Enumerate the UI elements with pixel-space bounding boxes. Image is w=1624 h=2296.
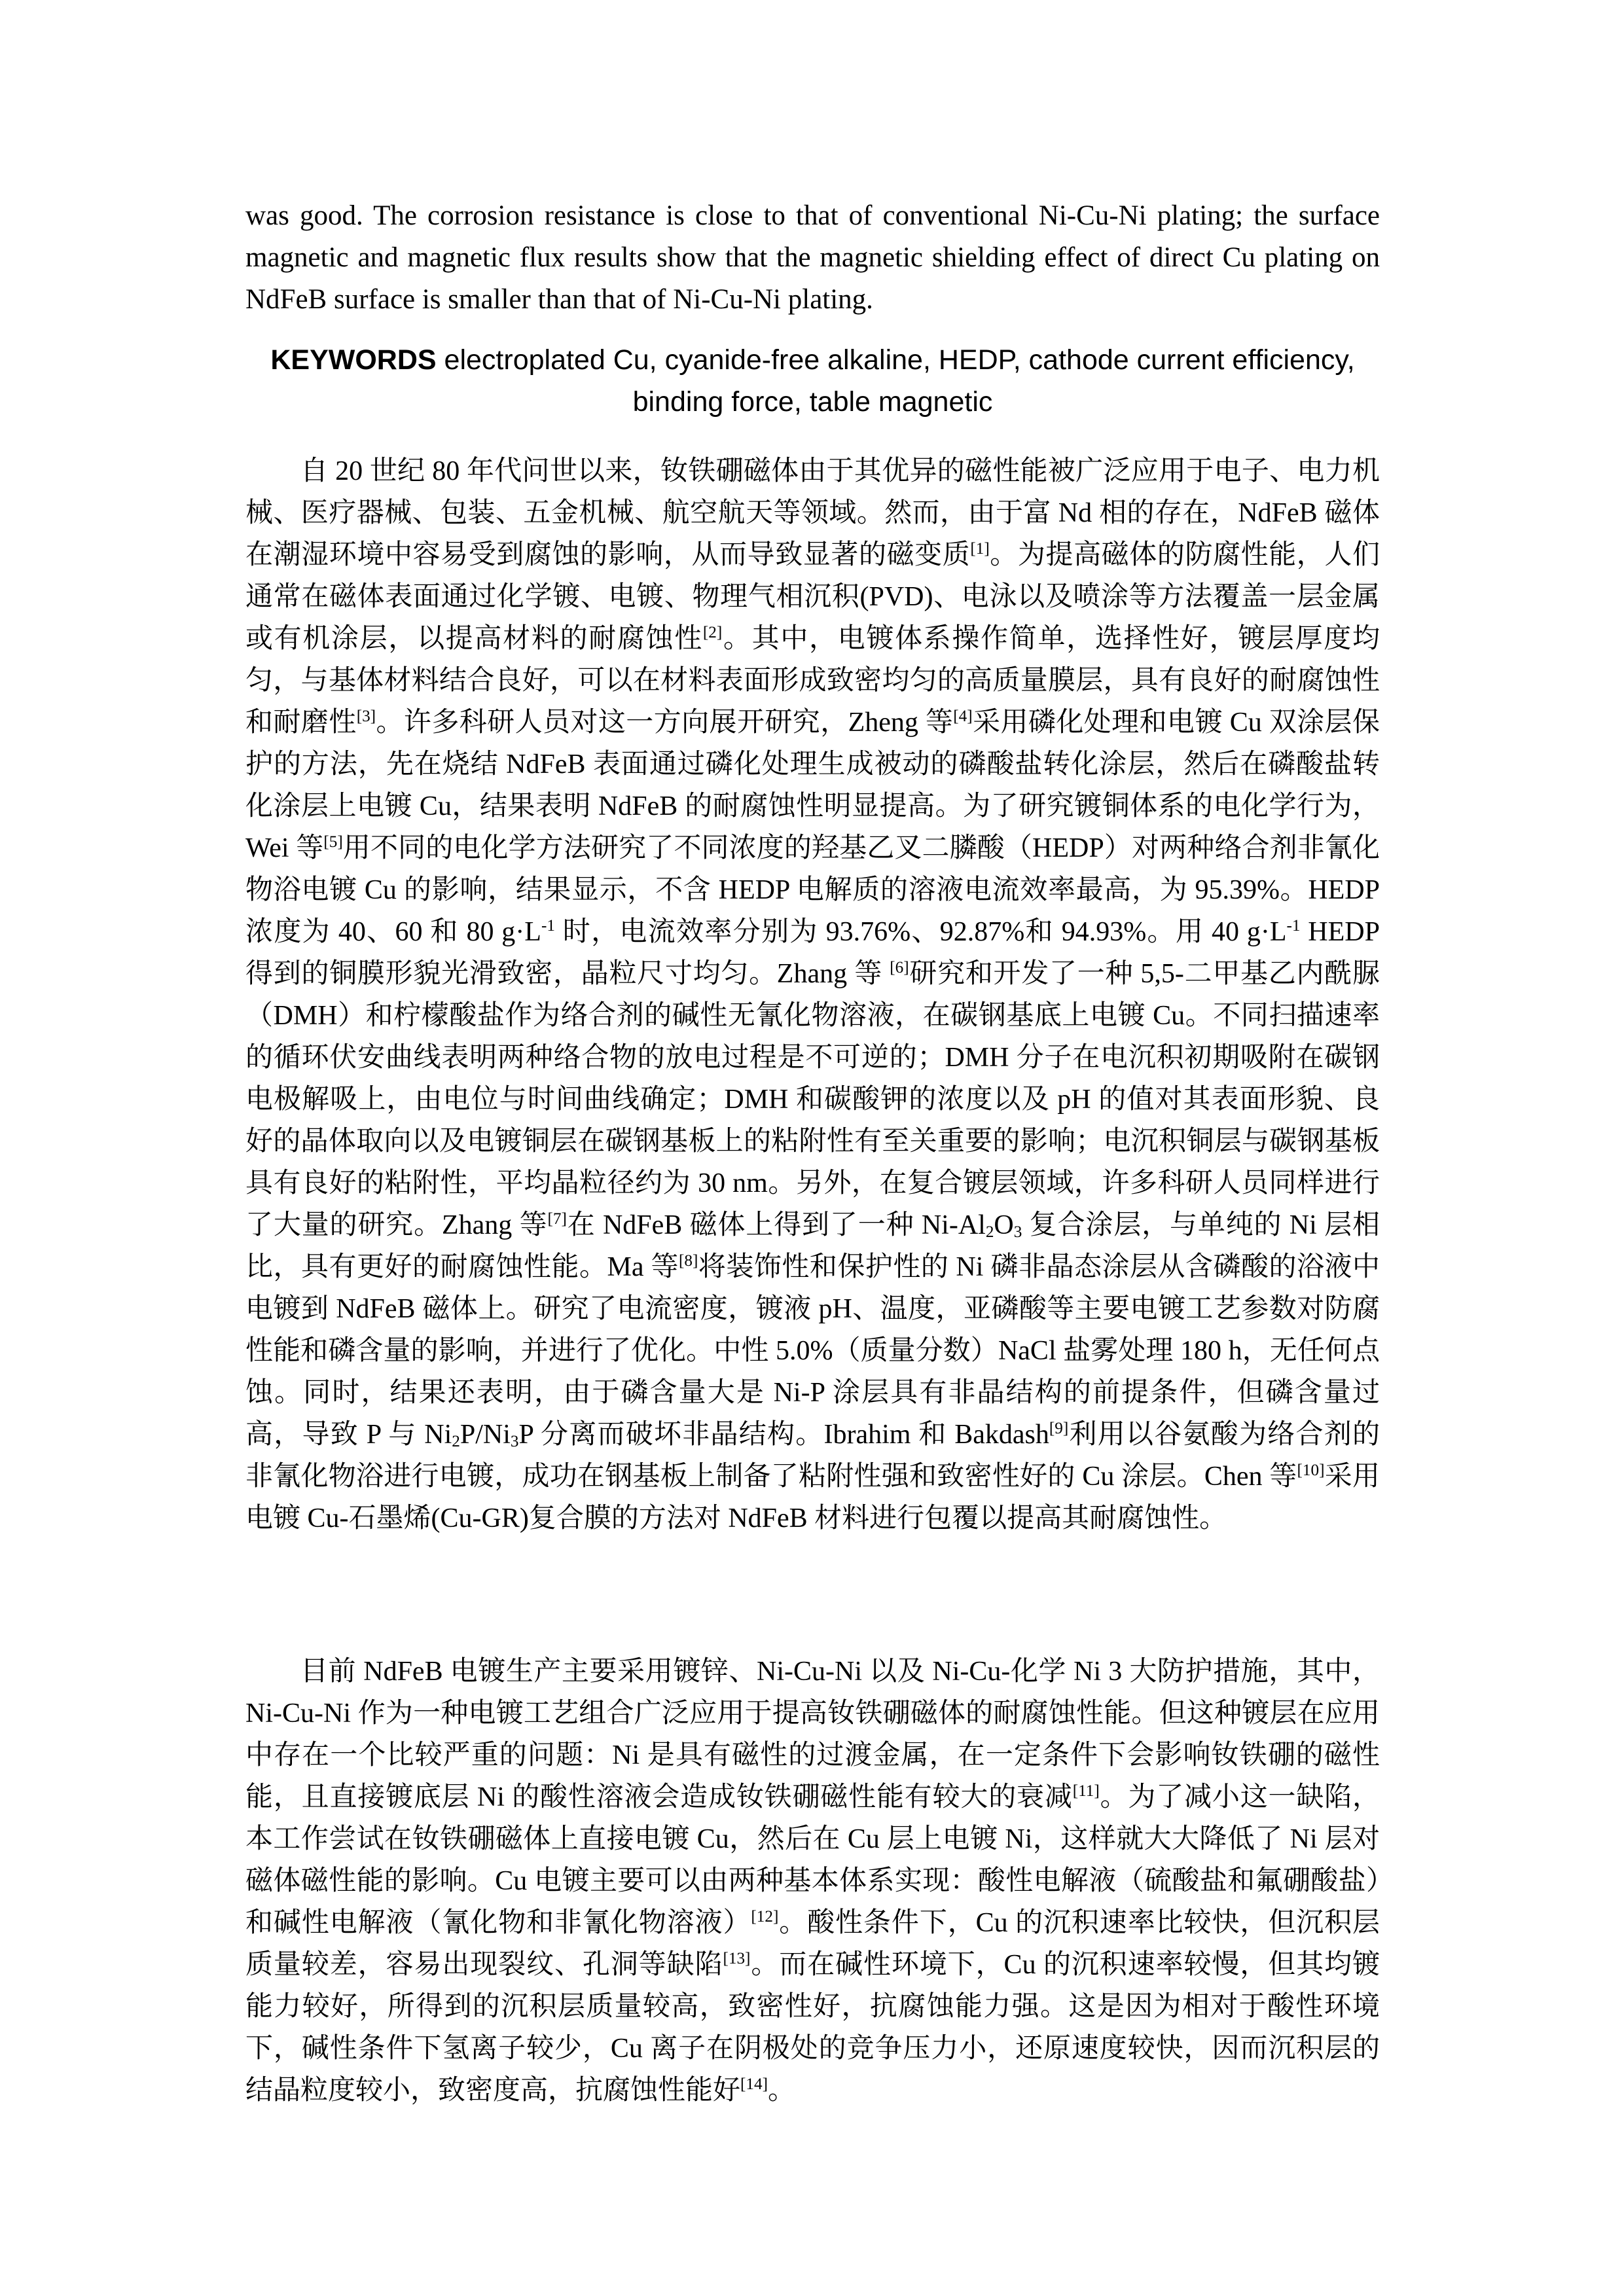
- text-run: 。为提高磁体的防腐性能，人们通常在磁体表面通过化学镀、电镀、物理气相沉积(PVD)、电泳以及喷涂等方法覆盖一层金属或有机涂层，以提高材料的耐腐蚀性: [245, 540, 1380, 654]
- text-run: 。而在碱性环境下，Cu 的沉积速率较慢，但其均镀能力较好，所得到的沉积层质量较高，致密性好，抗腐蚀能力强。这是因为相对于酸性环境下，碱性条件下氢离子较少，Cu 离子在阴极处的竞争压力小，还原速度较快，因而沉积层的结晶粒度较小，致密度高，抗腐蚀性能好: [245, 1950, 1380, 2106]
- citation-superscript: [6]: [890, 958, 909, 977]
- text-run: O: [994, 1210, 1014, 1240]
- citation-superscript: [13]: [723, 1949, 751, 1967]
- citation-superscript: [5]: [323, 833, 343, 851]
- text-run: 在 NdFeB 磁体上得到了一种 Ni-Al: [566, 1210, 986, 1240]
- text-run: 目前 NdFeB 电镀生产主要采用镀锌、Ni-Cu-Ni 以及 Ni-Cu-化学 Ni 3 大防护措施，其中，Ni-Cu-Ni 作为一种电镀工艺组合广泛应用于提高钕铁硼磁体的耐腐蚀性能。但这种镀层在应用中存在一个比较严重的问题：Ni 是具有磁性的过渡金属，在一定条件下会影响钕铁硼的磁性能，且直接镀底层 Ni 的酸性溶液会造成钕铁硼磁性能有较大的衰减: [245, 1657, 1380, 1812]
- text-run: 。其中，电镀体系操作简单，选择性好，镀层厚度均匀，与基体材料结合良好，可以在材料表面形成致密均匀的高质量膜层，具有良好的耐腐蚀性和耐磨性: [245, 624, 1380, 738]
- text-run: 利用以谷氨酸为络合剂的非氰化物浴进行电镀，成功在钢基板上制备了粘附性强和致密性好的 Cu 涂层。Chen 等: [245, 1420, 1380, 1492]
- text-run: 采用电镀 Cu-石墨烯(Cu-GR)复合膜的方法对 NdFeB 材料进行包覆以提高其耐腐蚀性。: [245, 1462, 1380, 1534]
- abstract-tail: was good. The corrosion resistance is close to that of conventional Ni-Cu-Ni plating; the surface magnetic and magnetic flux results show that the magnetic shielding effect of direct Cu plating on NdFeB surface is smaller than that of Ni-Cu-Ni plating.: [245, 200, 1380, 315]
- text-run: 。为了减小这一缺陷，本工作尝试在钕铁硼磁体上直接电镀 Cu，然后在 Cu 层上电镀 Ni，这样就大大降低了 Ni 层对磁体磁性能的影响。Cu 电镀主要可以由两种基本体系实现：酸性电解液（硫酸盐和氟硼酸盐）和碱性电解液（氰化物和非氰化物溶液）: [245, 1782, 1380, 1938]
- body-paragraph-2: [245, 1651, 1380, 2111]
- text-run: 时，电流效率分别为 93.76%、92.87%和 94.93%。用 40 g·L: [554, 917, 1287, 947]
- text-run: 。: [767, 2075, 795, 2106]
- citation-superscript: [12]: [751, 1907, 779, 1926]
- keywords-label: KEYWORDS: [270, 344, 437, 376]
- text-run: P/Ni: [460, 1420, 511, 1450]
- citation-superscript: [9]: [1049, 1419, 1069, 1437]
- chemical-subscript: 2: [452, 1433, 460, 1451]
- citation-superscript: -1: [541, 916, 555, 935]
- body-paragraph-1: [245, 450, 1380, 1539]
- text-run: P 分离而破坏非晶结构。Ibrahim 和 Bakdash: [518, 1420, 1049, 1450]
- citation-superscript: [10]: [1297, 1461, 1325, 1479]
- citation-superscript: -1: [1286, 916, 1301, 935]
- citation-superscript: [11]: [1072, 1782, 1100, 1800]
- citation-superscript: [4]: [953, 707, 973, 725]
- chemical-subscript: 2: [985, 1223, 994, 1242]
- text-run: 研究和开发了一种 5,5-二甲基乙内酰脲（DMH）和柠檬酸盐作为络合剂的碱性无氰化物溶液，在碳钢基底上电镀 Cu。不同扫描速率的循环伏安曲线表明两种络合物的放电过程是不可逆的；DMH 分子在电沉积初期吸附在碳钢电极解吸上，由电位与时间曲线确定；DMH 和碳酸钾的浓度以及 pH 的值对其表面形貌、良好的晶体取向以及电镀铜层在碳钢基板上的粘附性有至关重要的影响；电沉积铜层与碳钢基板具有良好的粘附性，平均晶粒径约为 30 nm。另外，在复合镀层领域，许多科研人员同样进行了大量的研究。Zhang 等: [245, 959, 1380, 1240]
- citation-superscript: [8]: [679, 1251, 698, 1270]
- text-run: HEDP 得到的铜膜形貌光滑致密，晶粒尺寸均匀。Zhang 等: [245, 917, 1380, 989]
- chemical-subscript: 3: [1013, 1223, 1022, 1242]
- text-run: 。许多科研人员对这一方向展开研究，Zheng 等: [376, 708, 954, 738]
- citation-superscript: [7]: [547, 1210, 567, 1228]
- text-run: 将装饰性和保护性的 Ni 磷非晶态涂层从含磷酸的浴液中电镀到 NdFeB 磁体上。研究了电流密度，镀液 pH、温度，亚磷酸等主要电镀工艺参数对防腐性能和磷含量的影响，并进行了优化。中性 5.0%（质量分数）NaCl 盐雾处理 180 h，无任何点蚀。同时，结果还表明，由于磷含量大是 Ni-P 涂层具有非晶结构的前提条件，但磷含量过高，导致 P 与 Ni: [245, 1252, 1380, 1450]
- citation-superscript: [3]: [356, 707, 376, 725]
- text-run: 采用磷化处理和电镀 Cu 双涂层保护的方法，先在烧结 NdFeB 表面通过磷化处理生成被动的磷酸盐转化涂层，然后在磷酸盐转化涂层上电镀 Cu，结果表明 NdFeB 的耐腐蚀性明显提高。为了研究镀铜体系的电化学行为，Wei 等: [245, 708, 1380, 863]
- text-run: 复合涂层，与单纯的 Ni 层相比，具有更好的耐腐蚀性能。Ma 等: [245, 1210, 1380, 1282]
- keywords-text: electroplated Cu, cyanide-free alkaline, HEDP, cathode current efficiency, binding force, table magnetic: [436, 344, 1355, 418]
- text-run: 自 20 世纪 80 年代问世以来，钕铁硼磁体由于其优异的磁性能被广泛应用于电子、电力机械、医疗器械、包装、五金机械、航空航天等领域。然而，由于富 Nd 相的存在，NdFeB 磁体在潮湿环境中容易受到腐蚀的影响，从而导致显著的磁变质: [245, 456, 1380, 570]
- text-run: 。酸性条件下，Cu 的沉积速率比较快，但沉积层质量较差，容易出现裂纹、孔洞等缺陷: [245, 1908, 1380, 1980]
- citation-superscript: [1]: [970, 539, 990, 558]
- citation-superscript: [2]: [702, 623, 723, 641]
- text-run: 用不同的电化学方法研究了不同浓度的羟基乙叉二膦酸（HEDP）对两种络合剂非氰化物浴电镀 Cu 的影响，结果显示，不含 HEDP 电解质的溶液电流效率最高，为 95.39%。HEDP 浓度为 40、60 和 80 g·L: [245, 833, 1380, 947]
- chemical-subscript: 3: [510, 1433, 519, 1451]
- keywords-line: [245, 339, 1380, 423]
- citation-superscript: [14]: [740, 2075, 768, 2093]
